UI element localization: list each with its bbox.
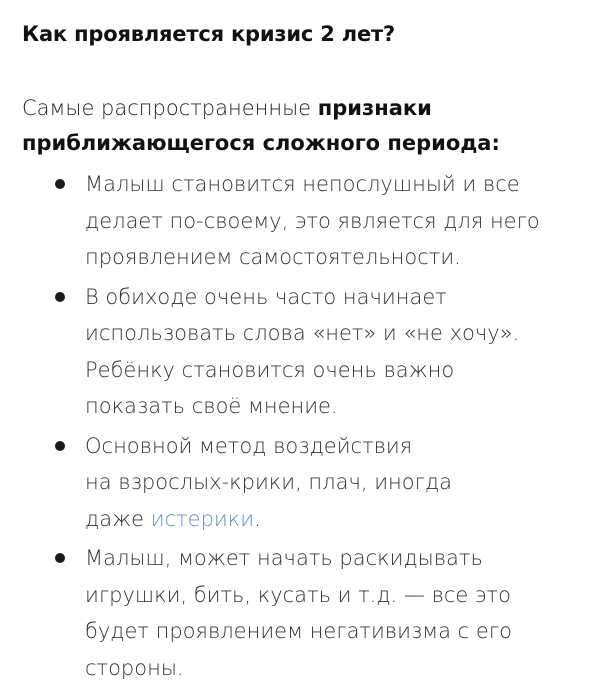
list-item-line: Малыш, может начать раскидывать	[85, 546, 483, 570]
list-item	[0, 540, 600, 686]
list-item-line: делает по-своему, это является для него	[85, 208, 540, 233]
list-item-line: Ребёнку становится очень важно	[85, 357, 455, 382]
list-item-line: использовать слова «нет» и «не хочу».	[85, 321, 520, 345]
list-item-line: Малыш становится непослушный и все	[85, 172, 520, 196]
bullet-dot-icon	[55, 441, 65, 451]
list-item-line	[85, 501, 600, 538]
intro-bold-text-2: приближающегося сложного периода:	[22, 131, 500, 155]
intro-paragraph	[22, 91, 582, 161]
intro-plain-text: Самые распространенные	[22, 96, 318, 120]
symptom-list	[0, 166, 600, 689]
list-item	[0, 279, 600, 425]
list-item-line: Основной метод воздействия	[85, 433, 413, 458]
list-item-line: проявлением самостоятельности.	[85, 245, 461, 269]
list-item	[0, 428, 600, 538]
list-item-prefix: даже	[85, 506, 151, 531]
list-item-line: игрушки, бить, кусать и т.д. — все это	[85, 582, 511, 607]
list-item-line: В обиходе очень часто начинает	[85, 284, 447, 309]
hysteria-link[interactable]: истерики	[150, 506, 255, 531]
bullet-dot-icon	[55, 179, 65, 189]
list-item-line: показать своё мнение.	[85, 394, 338, 418]
intro-line-1	[22, 91, 582, 126]
list-item-line: на взрослых-крики, плач, иногда	[85, 470, 453, 494]
intro-bold-text-1: признаки	[317, 96, 432, 120]
article-heading: Как проявляется кризис 2 лет?	[22, 22, 395, 46]
list-item-suffix: .	[254, 506, 261, 531]
list-item	[0, 166, 600, 276]
list-item-line: стороны.	[85, 655, 184, 680]
bullet-dot-icon	[55, 553, 65, 563]
list-item-line: будет проявлением негативизма с его	[85, 619, 512, 643]
bullet-dot-icon	[55, 292, 65, 302]
